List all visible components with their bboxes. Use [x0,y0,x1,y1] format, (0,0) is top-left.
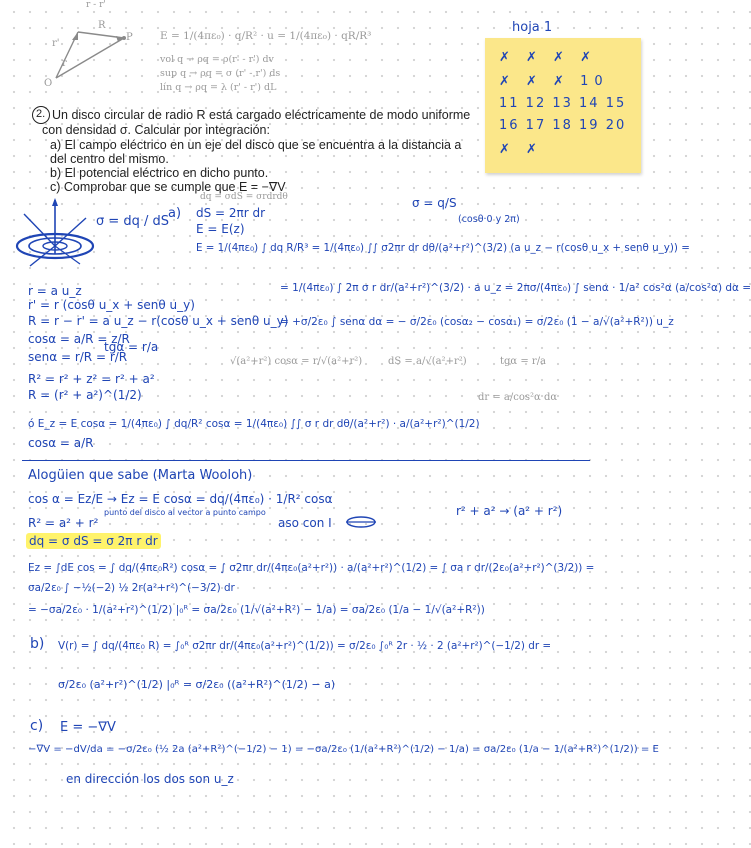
problem-item-a-line1: a) El campo eléctrico en un eje del disco que se encuentra a la distancia a [50,138,462,152]
part-a-line2: = 1/(4πε₀) ∫ 2π σ r dr/(a²+r²)^(3/2) · a u_z = 2πσ/(4πε₀) ∫ senα · 1/a² cos²α (a/cos²α) dα = [280,282,751,294]
label-rp: r' [52,38,60,49]
part-a-line3: = +σ/2ε₀ ∫ senα dα = − σ/2ε₀ (cosα₂ − cosα₁) = σ/2ε₀ (1 − a/√(a²+R²)) u_z [280,316,674,328]
sticky-note-row: 11 12 13 14 15 [499,96,627,111]
tg-alpha: tgα = r/a [104,340,159,354]
sigma-definition: σ = dq / dS [96,214,170,229]
sticky-note-row: ✗ ✗ [499,142,543,157]
label-O: O [44,78,53,89]
ds-expression: dS = 2πr dr [196,206,266,220]
rp-vector: r' = r (cosθ u_x + senθ u_y) [28,298,195,312]
cos-annotation: (cosθ·0 y 2π) [458,214,520,225]
section-divider [22,460,590,461]
ds-gray: dS = a/√(a²+r²) [388,356,467,367]
label-P: P [126,32,133,43]
e-integral: E = 1/(4πε₀) ∫ dq R/R³ = 1/(4πε₀) ∫∫ σ2πr dr dθ/(a²+r²)^(3/2) (a u_z − r(cosθ u_x + senθ u_y)) = [196,242,690,254]
problem-statement-line2: con densidad σ. Calcular por integración: [42,123,270,137]
label-r: r [62,58,67,69]
tg-gray: tgα = r/a [500,356,547,367]
part-b-line2: σ/2ε₀ (a²+r²)^(1/2) |₀ᴿ = σ/2ε₀ ((a²+R²)^(1/2) − a) [58,678,336,691]
part-c-line2: en dirección los dos son u_z [66,772,234,786]
part-c-line1: −∇V = −dV/da = −σ/2ε₀ (½ 2a (a²+R²)^(−1/2) − 1) = −σa/2ε₀ (1/(a²+R²)^(1/2) − 1/a) = σa/2ε₀ (1/a − 1/(a²+R²)^(1/2)) = E [28,744,659,755]
dq-gray-note: dq = σdS = σrdrdθ [200,192,288,202]
sticky-note-row: ✗ ✗ ✗ 10 [499,74,609,89]
alt-R-squared: R² = a² + r² [28,516,99,530]
sticky-note-title: hoja 1 [512,20,553,35]
sen-alpha: senα = r/R = r/R [28,350,128,364]
problem-item-a-line2: del centro del mismo. [50,152,169,166]
charged-disk-sketch [10,194,100,274]
gray-formula-2: vol q → ρq = ρ(r' - r') dv [160,54,274,65]
cos-alpha-last: cosα = a/R [28,436,94,450]
alt-ez-integral: Ez = ∫dE cos = ∫ dq/(4πε₀R²) cosα = ∫ σ2πr dr/(4πε₀(a²+r²)) · a/(a²+r²)^(1/2) = ∫ σa r dr/(2ε₀(a²+r²)^(3/2)) = σa/2ε₀ ∫ −½(−2) ½ 2r(a²+r²)^(−3/2) dr [28,562,595,594]
alt-small-note: punto del disco al vector a punto campo [104,508,266,517]
dr-gray: dr = a/cos²α dα [478,392,558,403]
part-b-line1: V(r) = ∫ dq/(4πε₀ R) = ∫₀ᴿ σ2πr dr/(4πε₀(a²+r²)^(1/2)) = σ/2ε₀ ∫₀ᴿ 2r · ½ · 2 (a²+r²)^(−1/2) dr = [58,640,552,652]
R-value: R = (r² + a²)^(1/2) [28,388,142,402]
alt-line1: cos α = Ez/E → Ez = E cosα = dq/(4πε₀) · 1/R² cosα [28,492,333,506]
cos-alpha: cosα = a/R = z/R [28,332,130,346]
label-R: R [98,20,106,31]
problem-item-b: b) El potencial eléctrico en dicho punto. [50,166,269,180]
r-vector: r = a u_z [28,284,82,298]
triangle-relation: √(a²+r²) cosα = r/√(a²+r²) [230,356,363,367]
alt-dq-line [26,534,161,548]
part-b-label: b) [30,636,45,652]
label-r-minus-rp: r - r' [86,0,106,10]
part-a-label: a) [168,206,182,221]
eye-sketch-icon [344,514,378,530]
sticky-note-row: 16 17 18 19 20 [499,118,627,133]
part-c-head: E = −∇V [60,720,116,735]
ez-line: ó E_z = E cosα = 1/(4πε₀) ∫ dq/R² cosα = 1/(4πε₀) ∫∫ σ r dr dθ/(a²+r²) · a/(a²+r²)^(1/2) [28,418,480,430]
problem-number: 2. [36,108,46,120]
problem-statement-line1: Un disco circular de radio R está cargado eléctricamente de modo uniforme [52,108,471,122]
gray-formula-1: E = 1/(4πε₀) · q/R² · u = 1/(4πε₀) · qR/R³ [160,30,372,42]
alt-result: = −σa/2ε₀ · 1/(a²+r²)^(1/2) |₀ᴿ = σa/2ε₀ (1/√(a²+R²) − 1/a) = σa/2ε₀ (1/a − 1/√(a²+R²)) [28,604,485,616]
sticky-note-row: ✗ ✗ ✗ ✗ [499,50,597,65]
alt-aso-note: aso con I [278,516,332,530]
R-squared: R² = r² + z² = r² + a² [28,372,155,386]
e-of-z: E = E(z) [196,222,245,236]
alt-top-right: r² + a² → (a² + r²) [456,504,563,518]
sigma-q-over-s: σ = q/S [412,196,457,210]
problem-item-c: c) Comprobar que se cumple que E = −∇V [50,180,286,194]
sticky-note [485,38,641,173]
gray-formula-4: lín q → ρq = λ (r' - r') dL [160,82,277,93]
dq-highlight: dq = σ dS = σ 2π r dr [26,533,161,549]
R-vector-difference: R = r − r' = a u_z − r(cosθ u_x + senθ u_y) [28,314,289,328]
gray-formula-3: sup q → ρq = σ (r' - r') ds [160,68,281,79]
part-c-label: c) [30,718,44,734]
alt-section-title: Alogüien que sabe (Marta Wooloh) [28,468,253,483]
